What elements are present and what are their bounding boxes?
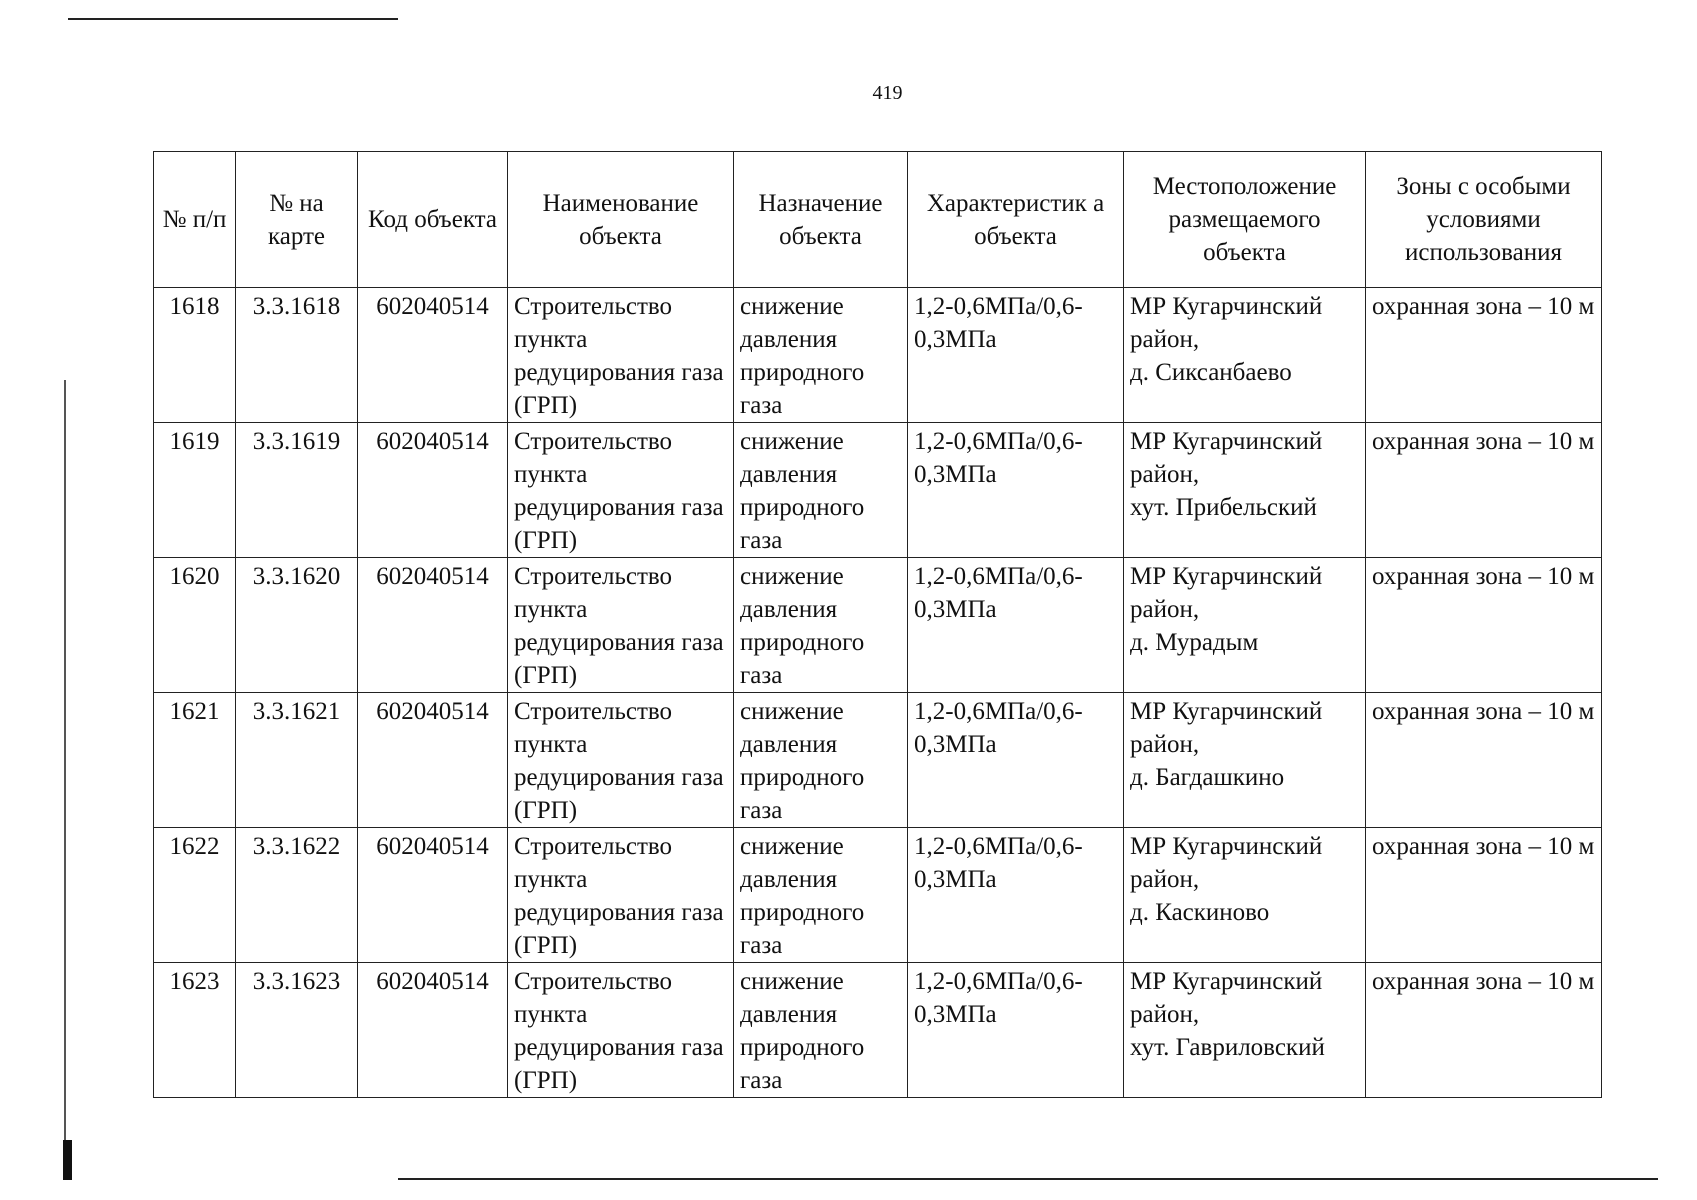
page-number: 419 xyxy=(872,82,903,104)
special-zone-cell: охранная зона – 10 м xyxy=(1366,423,1602,558)
header-object-location: Местоположение размещаемого объекта xyxy=(1124,152,1366,288)
row-number-cell: 1619 xyxy=(154,423,236,558)
object-code-cell: 602040514 xyxy=(358,963,508,1098)
map-number-cell: 3.3.1621 xyxy=(236,693,358,828)
row-number-cell: 1618 xyxy=(154,288,236,423)
object-characteristics-cell: 1,2-0,6МПа/0,6-0,3МПа xyxy=(908,693,1124,828)
special-zone-cell: охранная зона – 10 м xyxy=(1366,693,1602,828)
row-number-cell: 1622 xyxy=(154,828,236,963)
object-purpose-cell: снижение давления природного газа xyxy=(734,693,908,828)
object-name-cell: Строительство пункта редуцирования газа (ГРП) xyxy=(508,828,734,963)
table-row xyxy=(154,423,1602,558)
row-number-cell: 1620 xyxy=(154,558,236,693)
object-code-cell: 602040514 xyxy=(358,288,508,423)
map-number-cell: 3.3.1619 xyxy=(236,423,358,558)
location-settlement: хут. Гавриловский xyxy=(1130,1034,1325,1061)
location-district: МР Кугарчинский район, xyxy=(1130,293,1323,353)
object-characteristics-cell: 1,2-0,6МПа/0,6-0,3МПа xyxy=(908,558,1124,693)
location-settlement: д. Багдашкино xyxy=(1130,764,1285,791)
scan-artifact-left-edge xyxy=(64,380,66,1140)
object-code-cell: 602040514 xyxy=(358,558,508,693)
table-row xyxy=(154,693,1602,828)
location-district: МР Кугарчинский район, xyxy=(1130,833,1323,893)
object-purpose-cell: снижение давления природного газа xyxy=(734,828,908,963)
header-map-number: № на карте xyxy=(236,152,358,288)
special-zone-cell: охранная зона – 10 м xyxy=(1366,963,1602,1098)
object-name-cell: Строительство пункта редуцирования газа (ГРП) xyxy=(508,558,734,693)
object-location-cell xyxy=(1124,423,1366,558)
object-characteristics-cell: 1,2-0,6МПа/0,6-0,3МПа xyxy=(908,963,1124,1098)
special-zone-cell: охранная зона – 10 м xyxy=(1366,558,1602,693)
object-characteristics-cell: 1,2-0,6МПа/0,6-0,3МПа xyxy=(908,423,1124,558)
object-purpose-cell: снижение давления природного газа xyxy=(734,963,908,1098)
object-location-cell xyxy=(1124,963,1366,1098)
location-district: МР Кугарчинский район, xyxy=(1130,968,1323,1028)
object-code-cell: 602040514 xyxy=(358,828,508,963)
header-object-characteristics: Характеристик а объекта xyxy=(908,152,1124,288)
location-settlement: д. Сиксанбаево xyxy=(1130,359,1292,386)
location-district: МР Кугарчинский район, xyxy=(1130,428,1323,488)
object-location-cell xyxy=(1124,693,1366,828)
location-district: МР Кугарчинский район, xyxy=(1130,698,1323,758)
object-location-cell xyxy=(1124,558,1366,693)
special-zone-cell: охранная зона – 10 м xyxy=(1366,288,1602,423)
object-purpose-cell: снижение давления природного газа xyxy=(734,558,908,693)
location-district: МР Кугарчинский район, xyxy=(1130,563,1323,623)
object-name-cell: Строительство пункта редуцирования газа (ГРП) xyxy=(508,693,734,828)
object-characteristics-cell: 1,2-0,6МПа/0,6-0,3МПа xyxy=(908,288,1124,423)
header-row-number: № п/п xyxy=(154,152,236,288)
object-purpose-cell: снижение давления природного газа xyxy=(734,288,908,423)
table-row xyxy=(154,963,1602,1098)
map-number-cell: 3.3.1623 xyxy=(236,963,358,1098)
map-number-cell: 3.3.1622 xyxy=(236,828,358,963)
object-purpose-cell: снижение давления природного газа xyxy=(734,423,908,558)
table-row xyxy=(154,288,1602,423)
object-characteristics-cell: 1,2-0,6МПа/0,6-0,3МПа xyxy=(908,828,1124,963)
map-number-cell: 3.3.1618 xyxy=(236,288,358,423)
object-name-cell: Строительство пункта редуцирования газа (ГРП) xyxy=(508,288,734,423)
object-location-cell xyxy=(1124,288,1366,423)
table-header-row xyxy=(154,152,1602,288)
map-number-cell: 3.3.1620 xyxy=(236,558,358,693)
objects-table xyxy=(153,151,1602,1098)
object-location-cell xyxy=(1124,828,1366,963)
scan-artifact-top-rule xyxy=(68,18,398,20)
row-number-cell: 1623 xyxy=(154,963,236,1098)
header-object-purpose: Назначение объекта xyxy=(734,152,908,288)
scan-artifact-bottom-rule xyxy=(398,1178,1658,1180)
header-object-name: Наименование объекта xyxy=(508,152,734,288)
object-code-cell: 602040514 xyxy=(358,693,508,828)
object-name-cell: Строительство пункта редуцирования газа (ГРП) xyxy=(508,963,734,1098)
object-code-cell: 602040514 xyxy=(358,423,508,558)
header-object-code: Код объекта xyxy=(358,152,508,288)
table-row xyxy=(154,558,1602,693)
location-settlement: хут. Прибельский xyxy=(1130,494,1317,521)
special-zone-cell: охранная зона – 10 м xyxy=(1366,828,1602,963)
header-special-zones: Зоны с особыми условиями использования xyxy=(1366,152,1602,288)
scan-artifact-left-bar xyxy=(63,1140,72,1180)
location-settlement: д. Мурадым xyxy=(1130,629,1259,656)
location-settlement: д. Каскиново xyxy=(1130,899,1270,926)
row-number-cell: 1621 xyxy=(154,693,236,828)
object-name-cell: Строительство пункта редуцирования газа (ГРП) xyxy=(508,423,734,558)
table-row xyxy=(154,828,1602,963)
